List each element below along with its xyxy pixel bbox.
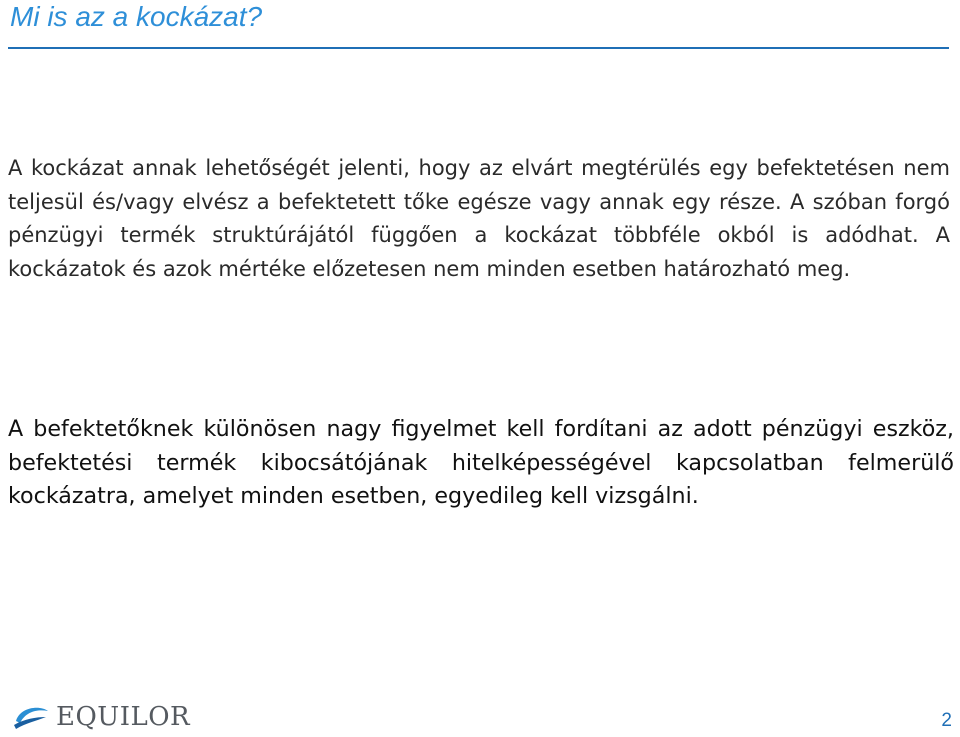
title-underline (8, 47, 949, 49)
equilor-swirl-icon (10, 703, 52, 731)
logo-wordmark: EQUILOR (56, 702, 191, 732)
page-number: 2 (941, 710, 952, 731)
equilor-logo (10, 697, 190, 737)
paragraph-risk-definition: A kockázat annak lehetőségét jelenti, hogy az elvárt megtérülés egy befektetésen nem teljesül és/vagy elvész a befektetett tőke egésze vagy annak egy része. A szóban forgó pénzügyi termék struktúrájától függően a kockázat többféle okból is adódhat. A kockázatok és azok mértéke előzetesen nem minden esetben határozható meg. (8, 156, 950, 282)
paragraph-issuer-risk: A befektetőknek különösen nagy figyelmet kell fordítani az adott pénzügyi eszköz, befektetési termék kibocsátójának hitelképességével kapcsolatban felmerülő kockázatra, amelyet minden esetben, egyedileg kell vizsgálni. (8, 416, 954, 509)
slide-title: Mi is az a kockázat? (10, 1, 263, 32)
